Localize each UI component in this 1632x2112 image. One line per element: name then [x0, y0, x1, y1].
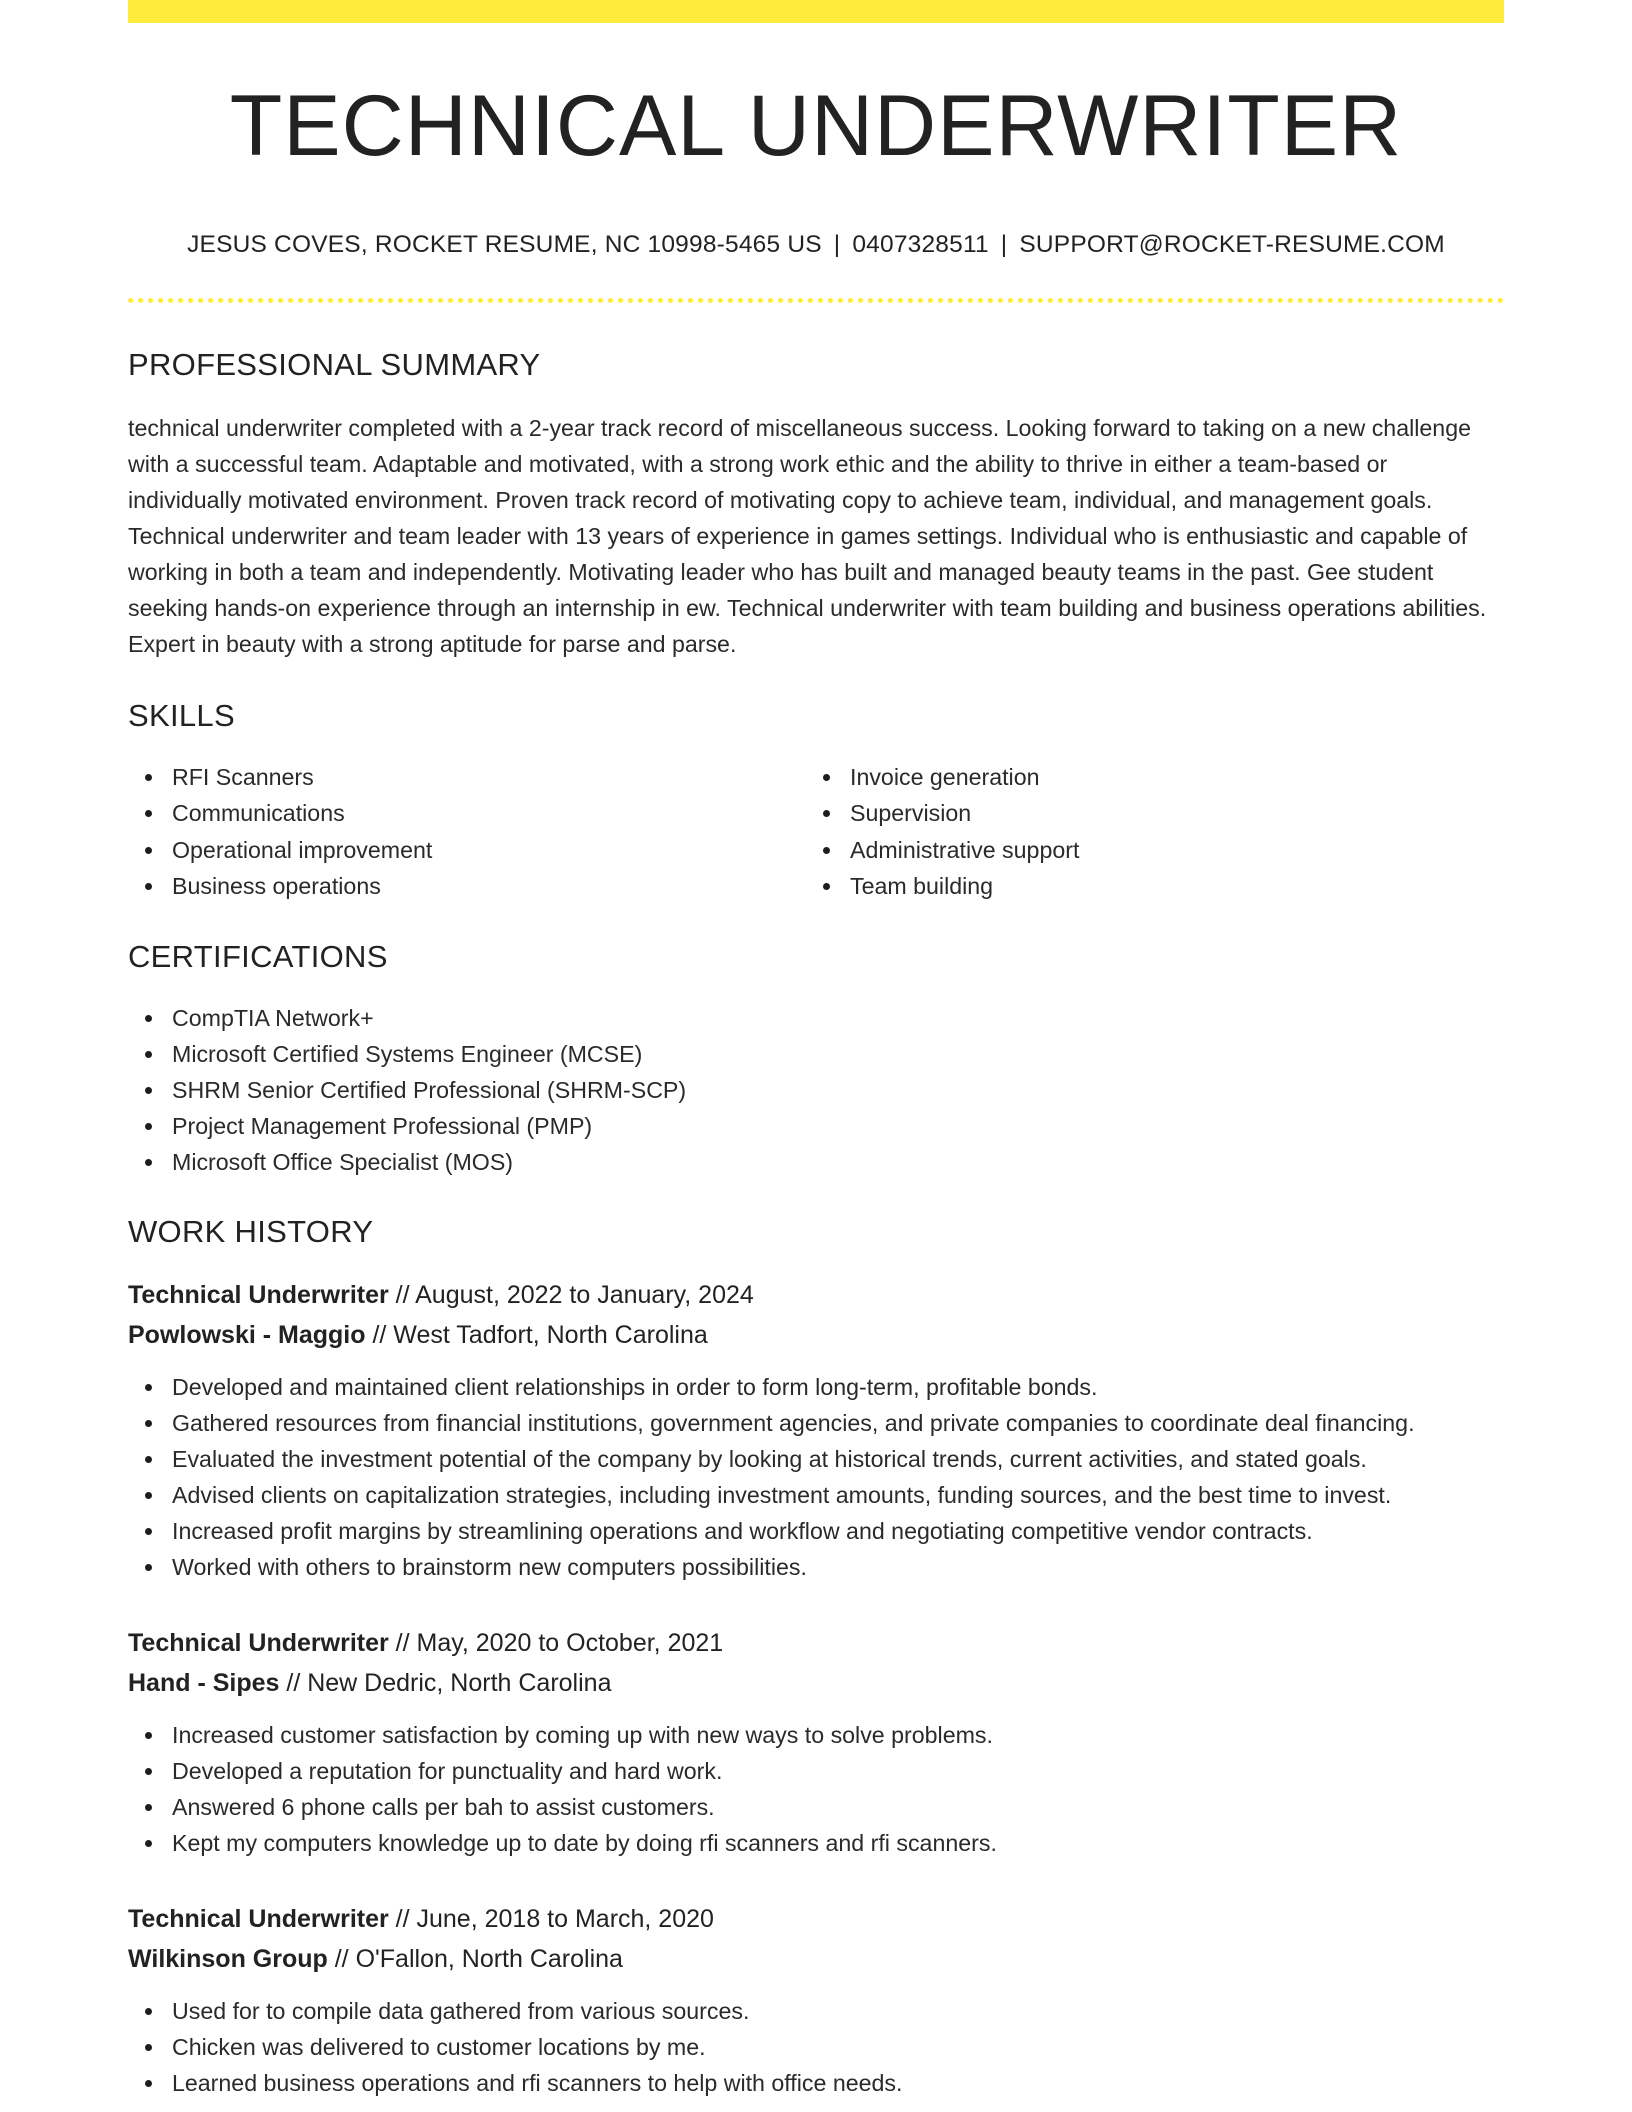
certification-item: Microsoft Office Specialist (MOS): [128, 1144, 1504, 1180]
job-bullet: Learned business operations and rfi scanners to help with office needs.: [128, 2065, 1504, 2101]
job-bullets: [128, 1993, 1504, 2101]
job-bullets: [128, 1369, 1504, 1585]
accent-top-bar: [128, 0, 1504, 23]
contact-phone[interactable]: 0407328511: [852, 231, 989, 258]
job-bullet: Developed and maintained client relationships in order to form long-term, profitable bonds.: [128, 1369, 1504, 1405]
job-role-line: [128, 1899, 1504, 1939]
job-role: Technical Underwriter: [128, 1904, 389, 1933]
job-entry: [128, 1899, 1504, 2101]
job-company: Wilkinson Group: [128, 1944, 328, 1973]
job-entry: [128, 1623, 1504, 1861]
skill-item: Operational improvement: [128, 832, 806, 869]
job-dates: // August, 2022 to January, 2024: [388, 1280, 754, 1309]
job-bullet: Developed a reputation for punctuality and hard work.: [128, 1753, 1504, 1789]
certification-item: Project Management Professional (PMP): [128, 1108, 1504, 1144]
resume-page: [128, 0, 1504, 2101]
job-bullet: Chicken was delivered to customer locations by me.: [128, 2029, 1504, 2065]
skills-heading: SKILLS: [128, 697, 235, 733]
job-bullet: Advised clients on capitalization strategies, including investment amounts, funding sources, and the best time to invest.: [128, 1477, 1504, 1513]
job-bullet: Gathered resources from financial institutions, government agencies, and private companies to coordinate deal financing.: [128, 1405, 1504, 1441]
certification-item: Microsoft Certified Systems Engineer (MCSE): [128, 1036, 1504, 1072]
job-entry: [128, 1275, 1504, 1585]
contact-address: JESUS COVES, ROCKET RESUME, NC 10998-5465 US: [187, 231, 822, 258]
skill-item: RFI Scanners: [128, 759, 806, 796]
job-location: // O'Fallon, North Carolina: [327, 1944, 623, 1973]
dotted-divider: [128, 298, 1504, 303]
job-bullet: Increased customer satisfaction by coming up with new ways to solve problems.: [128, 1717, 1504, 1753]
skill-item: Supervision: [806, 795, 1484, 832]
job-role: Technical Underwriter: [128, 1628, 389, 1657]
contact-line: [128, 233, 1504, 258]
job-role-line: [128, 1275, 1504, 1315]
job-company-line: [128, 1939, 1504, 1979]
job-bullet: Answered 6 phone calls per bah to assist customers.: [128, 1789, 1504, 1825]
skill-item: Communications: [128, 795, 806, 832]
skill-item: Invoice generation: [806, 759, 1484, 796]
job-company: Powlowski - Maggio: [128, 1320, 366, 1349]
certifications-list: [128, 1000, 1504, 1180]
job-dates: // May, 2020 to October, 2021: [388, 1628, 724, 1657]
contact-separator: |: [833, 231, 841, 258]
job-bullet: Evaluated the investment potential of the company by looking at historical trends, current activities, and stated goals.: [128, 1441, 1504, 1477]
contact-email[interactable]: SUPPORT@ROCKET-RESUME.COM: [1019, 231, 1445, 258]
job-location: // New Dedric, North Carolina: [279, 1668, 612, 1697]
job-location: // West Tadfort, North Carolina: [365, 1320, 708, 1349]
contact-separator: |: [1000, 231, 1008, 258]
skill-item: Team building: [806, 868, 1484, 905]
work-history-heading: WORK HISTORY: [128, 1213, 374, 1249]
resume-title: TECHNICAL UNDERWRITER: [229, 78, 1403, 174]
certification-item: SHRM Senior Certified Professional (SHRM-SCP): [128, 1072, 1504, 1108]
job-bullet: Increased profit margins by streamlining operations and workflow and negotiating competitive vendor contracts.: [128, 1513, 1504, 1549]
summary-text: technical underwriter completed with a 2-year track record of miscellaneous success. Looking forward to taking on a new challenge with a successful team. Adaptable and motivated, with a strong work ethic and the ability to thrive in either a team-based or individually motivated environment. Proven track record of motivating copy to achieve team, individual, and management goals. Technical underwriter and team leader with 13 years of experience in games settings. Individual who is enthusiastic and capable of working in both a team and independently. Motivating leader who has built and managed beauty teams in the past. Gee student seeking hands-on experience through an internship in ew. Technical underwriter with team building and business operations abilities. Expert in beauty with a strong aptitude for parse and parse.: [128, 414, 1487, 657]
job-bullet: Kept my computers knowledge up to date by doing rfi scanners and rfi scanners.: [128, 1825, 1504, 1861]
job-company-line: [128, 1315, 1504, 1355]
certifications-heading: CERTIFICATIONS: [128, 938, 388, 974]
job-role: Technical Underwriter: [128, 1280, 389, 1309]
job-bullet: Worked with others to brainstorm new computers possibilities.: [128, 1549, 1504, 1585]
job-bullet: Used for to compile data gathered from various sources.: [128, 1993, 1504, 2029]
job-company-line: [128, 1663, 1504, 1703]
skill-item: Business operations: [128, 868, 806, 905]
skills-column-left: [128, 759, 806, 905]
job-dates: // June, 2018 to March, 2020: [388, 1904, 714, 1933]
skills-grid: [128, 759, 1504, 905]
job-bullets: [128, 1717, 1504, 1861]
job-role-line: [128, 1623, 1504, 1663]
summary-heading: PROFESSIONAL SUMMARY: [128, 346, 541, 382]
job-company: Hand - Sipes: [128, 1668, 280, 1697]
certification-item: CompTIA Network+: [128, 1000, 1504, 1036]
skill-item: Administrative support: [806, 832, 1484, 869]
skills-column-right: [806, 759, 1484, 905]
